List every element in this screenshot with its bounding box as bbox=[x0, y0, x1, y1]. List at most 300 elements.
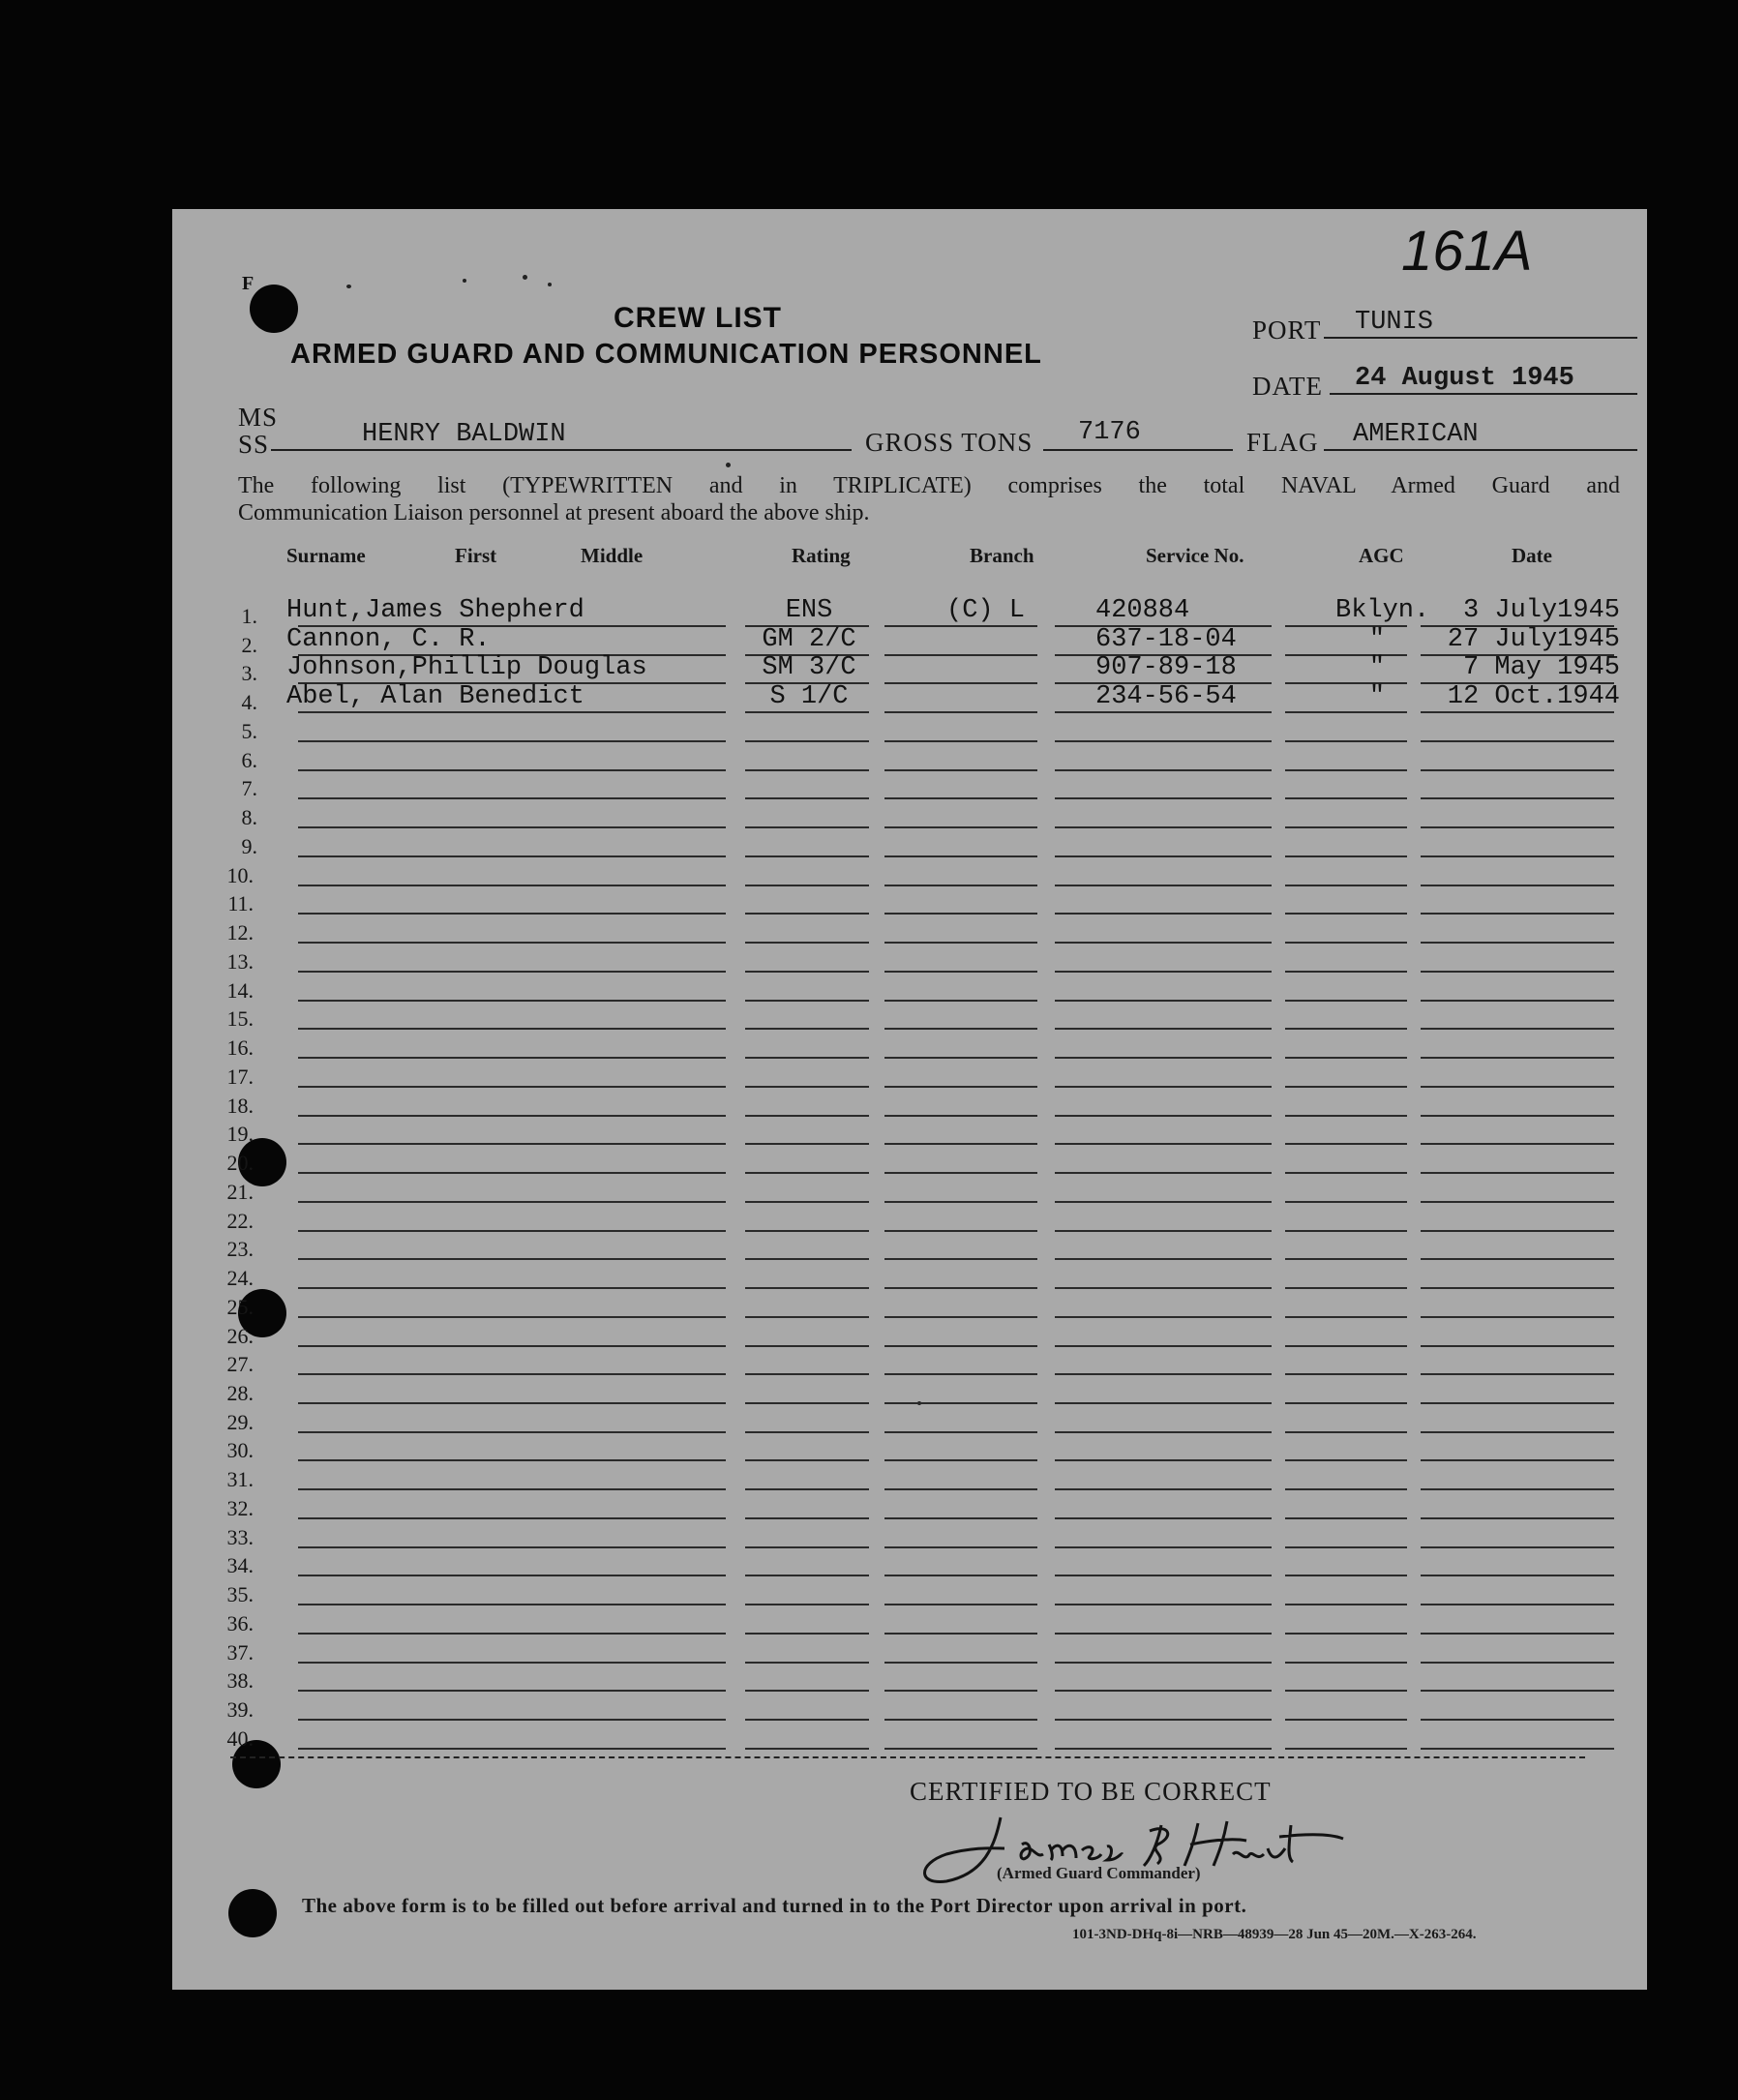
row-line bbox=[1285, 1517, 1407, 1519]
row-line bbox=[884, 1316, 1037, 1318]
row-number: 36. bbox=[226, 1610, 254, 1635]
row-line bbox=[1055, 942, 1272, 944]
row-line bbox=[1285, 1402, 1407, 1404]
row-number: 31. bbox=[226, 1467, 254, 1492]
row-line bbox=[298, 1057, 726, 1059]
row-line bbox=[1055, 1287, 1272, 1289]
row-line bbox=[745, 1258, 869, 1260]
footer-instruction: The above form is to be filled out before arrival and turned in to the Port Director upon arrival in port. bbox=[302, 1894, 1247, 1917]
row-line bbox=[1421, 1345, 1614, 1347]
row-number: 16. bbox=[226, 1035, 254, 1061]
crew-list-form bbox=[172, 209, 1647, 1990]
row-line bbox=[745, 711, 869, 713]
row-number: 9. bbox=[241, 833, 257, 858]
col-agc: AGC bbox=[1359, 544, 1404, 567]
row-line bbox=[745, 1230, 869, 1232]
row-line bbox=[298, 1086, 726, 1088]
row-line bbox=[884, 1662, 1037, 1664]
row-line bbox=[1285, 1488, 1407, 1490]
row-line bbox=[884, 1028, 1037, 1030]
col-rating: Rating bbox=[792, 544, 851, 567]
row-number: 33. bbox=[226, 1524, 254, 1549]
row-line bbox=[1055, 1633, 1272, 1635]
row-line bbox=[1421, 1201, 1614, 1203]
row-line bbox=[1285, 913, 1407, 915]
row-line bbox=[745, 1028, 869, 1030]
row-line bbox=[745, 1000, 869, 1002]
date-label: DATE bbox=[1252, 372, 1323, 401]
row-line bbox=[1055, 797, 1272, 799]
row-line bbox=[1055, 1373, 1272, 1375]
row-line bbox=[1421, 1459, 1614, 1461]
row-number: 2. bbox=[241, 632, 257, 657]
row-number: 37. bbox=[226, 1639, 254, 1665]
row-line bbox=[298, 826, 726, 828]
row-line bbox=[745, 1575, 869, 1576]
row-number: 26. bbox=[226, 1323, 254, 1348]
row-number: 25. bbox=[226, 1294, 254, 1319]
row-line bbox=[884, 1230, 1037, 1232]
row-line bbox=[1421, 885, 1614, 886]
row-line bbox=[298, 1719, 726, 1721]
row-line bbox=[1285, 1000, 1407, 1002]
row-line bbox=[1055, 1143, 1272, 1145]
row-line bbox=[1421, 1230, 1614, 1232]
row-line bbox=[298, 1316, 726, 1318]
row-line bbox=[884, 1719, 1037, 1721]
row-line bbox=[1055, 885, 1272, 886]
row-line bbox=[884, 1575, 1037, 1576]
row-line bbox=[1285, 855, 1407, 857]
row-line bbox=[884, 1086, 1037, 1088]
col-service-no: Service No. bbox=[1146, 544, 1244, 567]
row-line bbox=[745, 885, 869, 886]
row-line bbox=[298, 1028, 726, 1030]
row-line bbox=[1285, 1748, 1407, 1750]
row-line bbox=[884, 885, 1037, 886]
row-line bbox=[745, 1662, 869, 1664]
row-line bbox=[1055, 769, 1272, 771]
row-line bbox=[745, 1488, 869, 1490]
row-line bbox=[745, 740, 869, 742]
row-line bbox=[1055, 1719, 1272, 1721]
row-line bbox=[298, 1230, 726, 1232]
row-line bbox=[1285, 711, 1407, 713]
row-line bbox=[745, 1459, 869, 1461]
row-line bbox=[884, 1000, 1037, 1002]
gross-tons-value: 7176 bbox=[1078, 418, 1141, 447]
row-number: 3. bbox=[241, 661, 257, 686]
row-number: 8. bbox=[241, 805, 257, 830]
row-line bbox=[1421, 942, 1614, 944]
date-value: 24 August 1945 bbox=[1355, 364, 1574, 393]
entry-rating: SM 3/C bbox=[762, 653, 856, 683]
entry-date: 7 May 1945 bbox=[1462, 653, 1620, 683]
row-line bbox=[1421, 855, 1614, 857]
row-line bbox=[884, 1690, 1037, 1692]
row-line bbox=[1285, 1575, 1407, 1576]
row-line bbox=[1285, 971, 1407, 973]
row-number: 35. bbox=[226, 1582, 254, 1607]
row-line bbox=[1055, 740, 1272, 742]
row-line bbox=[1055, 1488, 1272, 1490]
row-line bbox=[298, 1546, 726, 1548]
signature bbox=[908, 1806, 1353, 1903]
row-number: 12. bbox=[226, 920, 254, 945]
row-line bbox=[298, 1258, 726, 1260]
row-line bbox=[884, 1115, 1037, 1117]
row-line bbox=[1055, 1316, 1272, 1318]
entry-service-no: 234-56-54 bbox=[1095, 682, 1237, 712]
row-line bbox=[884, 1546, 1037, 1548]
row-number: 27. bbox=[226, 1352, 254, 1377]
row-line bbox=[1285, 1345, 1407, 1347]
row-line bbox=[1055, 1028, 1272, 1030]
row-line bbox=[1055, 1604, 1272, 1605]
row-line bbox=[1421, 1057, 1614, 1059]
row-line bbox=[1055, 711, 1272, 713]
row-line bbox=[1285, 1230, 1407, 1232]
row-line bbox=[1421, 1517, 1614, 1519]
row-line bbox=[1421, 711, 1614, 713]
row-line bbox=[884, 654, 1037, 656]
row-line bbox=[884, 625, 1037, 627]
entry-rating: GM 2/C bbox=[762, 624, 856, 654]
row-number: 15. bbox=[226, 1006, 254, 1032]
row-line bbox=[745, 1633, 869, 1635]
row-line bbox=[1421, 1373, 1614, 1375]
row-number: 11. bbox=[227, 891, 254, 916]
row-number: 32. bbox=[226, 1495, 254, 1520]
row-line bbox=[745, 971, 869, 973]
row-line bbox=[1055, 1000, 1272, 1002]
flag-value: AMERICAN bbox=[1353, 420, 1479, 449]
row-line bbox=[1421, 1431, 1614, 1433]
entry-rating: S 1/C bbox=[769, 682, 849, 712]
row-line bbox=[298, 1662, 726, 1664]
row-line bbox=[1421, 1575, 1614, 1576]
row-line bbox=[745, 1086, 869, 1088]
row-line bbox=[745, 1748, 869, 1750]
row-line bbox=[745, 855, 869, 857]
row-line bbox=[1421, 1172, 1614, 1174]
form-number: 101-3ND-DHq-8i—NRB—48939—28 Jun 45—20M.—X-263-264. bbox=[1072, 1927, 1477, 1942]
row-number: 4. bbox=[241, 690, 257, 715]
row-number: 6. bbox=[241, 747, 257, 772]
entry-service-no: 637-18-04 bbox=[1095, 624, 1237, 654]
intro-text-continued: Communication Liaison personnel at present aboard the above ship. bbox=[238, 500, 870, 525]
entry-agc: " bbox=[1368, 653, 1386, 683]
row-line bbox=[1285, 1143, 1407, 1145]
row-line bbox=[1421, 1604, 1614, 1605]
row-line bbox=[1055, 1662, 1272, 1664]
row-line bbox=[1285, 1690, 1407, 1692]
row-line bbox=[298, 1143, 726, 1145]
row-line bbox=[1421, 1143, 1614, 1145]
row-line bbox=[1055, 1057, 1272, 1059]
form-mark: F bbox=[242, 273, 255, 294]
port-value: TUNIS bbox=[1355, 308, 1434, 337]
row-line bbox=[1285, 1258, 1407, 1260]
row-line bbox=[1285, 1172, 1407, 1174]
row-line bbox=[745, 769, 869, 771]
row-line bbox=[1285, 942, 1407, 944]
row-number: 29. bbox=[226, 1409, 254, 1434]
row-line bbox=[1421, 797, 1614, 799]
row-line bbox=[298, 1431, 726, 1433]
certified-text: CERTIFIED TO BE CORRECT bbox=[910, 1777, 1272, 1806]
row-line bbox=[298, 1488, 726, 1490]
row-line bbox=[1421, 740, 1614, 742]
row-line bbox=[298, 885, 726, 886]
row-line bbox=[298, 1690, 726, 1692]
row-line bbox=[1285, 1057, 1407, 1059]
row-line bbox=[884, 1604, 1037, 1605]
row-line bbox=[1421, 1748, 1614, 1750]
row-line bbox=[1055, 1459, 1272, 1461]
col-branch: Branch bbox=[970, 544, 1034, 567]
row-line bbox=[745, 1604, 869, 1605]
row-line bbox=[1055, 1201, 1272, 1203]
row-line bbox=[884, 1143, 1037, 1145]
row-line bbox=[1421, 1258, 1614, 1260]
row-line bbox=[1055, 1575, 1272, 1576]
row-line bbox=[884, 1402, 1037, 1404]
row-line bbox=[884, 1172, 1037, 1174]
row-line bbox=[745, 913, 869, 915]
row-line bbox=[745, 1115, 869, 1117]
row-line bbox=[884, 1488, 1037, 1490]
row-line bbox=[1285, 769, 1407, 771]
row-line bbox=[1285, 1546, 1407, 1548]
form-title: CREW LIST bbox=[614, 302, 782, 334]
row-number: 22. bbox=[226, 1208, 254, 1233]
row-line bbox=[884, 1201, 1037, 1203]
row-line bbox=[1285, 1633, 1407, 1635]
row-line bbox=[298, 1373, 726, 1375]
row-line bbox=[1421, 1546, 1614, 1548]
row-line bbox=[298, 1748, 726, 1750]
row-line bbox=[745, 1143, 869, 1145]
row-number: 1. bbox=[241, 604, 257, 628]
entry-name: Johnson,Phillip Douglas bbox=[286, 653, 647, 683]
row-line bbox=[745, 826, 869, 828]
row-line bbox=[298, 971, 726, 973]
row-line bbox=[884, 1459, 1037, 1461]
row-line bbox=[884, 826, 1037, 828]
row-line bbox=[745, 1057, 869, 1059]
entry-agc: " bbox=[1368, 624, 1386, 654]
row-number: 40. bbox=[226, 1725, 254, 1751]
row-line bbox=[1421, 1316, 1614, 1318]
row-number: 13. bbox=[226, 948, 254, 974]
port-label: PORT bbox=[1252, 315, 1322, 345]
row-line bbox=[1285, 1662, 1407, 1664]
row-line bbox=[298, 1459, 726, 1461]
tear-line bbox=[230, 1756, 1585, 1758]
row-number: 39. bbox=[226, 1697, 254, 1723]
row-number: 24. bbox=[226, 1266, 254, 1291]
row-line bbox=[745, 1690, 869, 1692]
row-line bbox=[298, 1201, 726, 1203]
row-line bbox=[1285, 1028, 1407, 1030]
ship-name: HENRY BALDWIN bbox=[362, 420, 566, 449]
row-line bbox=[298, 769, 726, 771]
row-line bbox=[1421, 913, 1614, 915]
row-line bbox=[298, 1402, 726, 1404]
row-line bbox=[1055, 1345, 1272, 1347]
row-line bbox=[1285, 797, 1407, 799]
row-line bbox=[1421, 1633, 1614, 1635]
row-line bbox=[1285, 740, 1407, 742]
row-line bbox=[884, 1431, 1037, 1433]
row-line bbox=[1055, 1115, 1272, 1117]
entry-service-no: 420884 bbox=[1095, 596, 1190, 625]
row-line bbox=[298, 1575, 726, 1576]
row-line bbox=[884, 942, 1037, 944]
row-line bbox=[1421, 1086, 1614, 1088]
col-middle: Middle bbox=[581, 544, 644, 567]
row-line bbox=[1421, 769, 1614, 771]
row-line bbox=[884, 1633, 1037, 1635]
row-line bbox=[1055, 855, 1272, 857]
row-line bbox=[884, 711, 1037, 713]
row-line bbox=[1285, 1115, 1407, 1117]
row-line bbox=[1285, 1086, 1407, 1088]
row-line bbox=[1055, 1230, 1272, 1232]
row-line bbox=[1055, 1402, 1272, 1404]
ms-label: MS bbox=[238, 403, 279, 432]
entry-service-no: 907-89-18 bbox=[1095, 653, 1237, 683]
row-line bbox=[745, 942, 869, 944]
row-line bbox=[298, 855, 726, 857]
row-line bbox=[1421, 1000, 1614, 1002]
row-line bbox=[1285, 1604, 1407, 1605]
row-number: 7. bbox=[241, 776, 257, 801]
entry-name: Cannon, C. R. bbox=[286, 624, 491, 654]
row-line bbox=[745, 1402, 869, 1404]
row-number: 14. bbox=[226, 977, 254, 1003]
row-line bbox=[298, 711, 726, 713]
col-surname: Surname bbox=[286, 544, 366, 567]
entry-name: Hunt,James Shepherd bbox=[286, 596, 584, 625]
form-subtitle: ARMED GUARD AND COMMUNICATION PERSONNEL bbox=[290, 339, 1042, 370]
row-line bbox=[884, 1373, 1037, 1375]
entry-branch: (C) L bbox=[946, 596, 1026, 625]
entry-rating: ENS bbox=[785, 596, 833, 625]
row-number: 17. bbox=[226, 1064, 254, 1089]
row-line bbox=[884, 855, 1037, 857]
row-line bbox=[884, 971, 1037, 973]
row-line bbox=[884, 1517, 1037, 1519]
entry-date: 27 July1945 bbox=[1447, 624, 1620, 654]
row-line bbox=[1285, 885, 1407, 886]
gross-tons-label: GROSS TONS bbox=[865, 428, 1034, 457]
row-number: 20. bbox=[226, 1151, 254, 1176]
row-line bbox=[298, 942, 726, 944]
row-number: 30. bbox=[226, 1438, 254, 1463]
row-line bbox=[884, 1748, 1037, 1750]
row-line bbox=[298, 1633, 726, 1635]
row-line bbox=[745, 1431, 869, 1433]
row-line bbox=[1285, 1719, 1407, 1721]
col-date: Date bbox=[1512, 544, 1552, 567]
row-line bbox=[1285, 1431, 1407, 1433]
row-line bbox=[884, 1345, 1037, 1347]
row-line bbox=[884, 1287, 1037, 1289]
row-line bbox=[745, 1546, 869, 1548]
row-line bbox=[884, 740, 1037, 742]
entry-agc: " bbox=[1368, 682, 1386, 712]
flag-label: FLAG bbox=[1246, 428, 1319, 457]
row-line bbox=[884, 1258, 1037, 1260]
signer-title: (Armed Guard Commander) bbox=[997, 1864, 1201, 1882]
row-number: 34. bbox=[226, 1553, 254, 1578]
row-line bbox=[1421, 1028, 1614, 1030]
row-line bbox=[745, 1287, 869, 1289]
row-line bbox=[1055, 1517, 1272, 1519]
row-line bbox=[884, 913, 1037, 915]
punch-hole bbox=[250, 285, 298, 333]
row-line bbox=[298, 1115, 726, 1117]
row-line bbox=[1285, 826, 1407, 828]
entry-agc: Bklyn. bbox=[1335, 596, 1430, 625]
row-line bbox=[1285, 1316, 1407, 1318]
row-line bbox=[298, 1287, 726, 1289]
row-line bbox=[1055, 1546, 1272, 1548]
row-line bbox=[745, 1345, 869, 1347]
row-line bbox=[1055, 826, 1272, 828]
row-line bbox=[1285, 1201, 1407, 1203]
file-number: 161A bbox=[1401, 220, 1533, 283]
row-number: 5. bbox=[241, 718, 257, 743]
row-line bbox=[298, 1345, 726, 1347]
row-line bbox=[298, 797, 726, 799]
row-line bbox=[298, 1000, 726, 1002]
row-number: 38. bbox=[226, 1668, 254, 1694]
punch-hole bbox=[228, 1889, 277, 1937]
row-line bbox=[1285, 1373, 1407, 1375]
row-line bbox=[884, 682, 1037, 684]
row-line bbox=[1421, 1115, 1614, 1117]
entry-date: 12 Oct.1944 bbox=[1447, 682, 1620, 712]
row-line bbox=[1285, 1459, 1407, 1461]
entry-date: 3 July1945 bbox=[1462, 596, 1620, 625]
row-line bbox=[745, 797, 869, 799]
row-line bbox=[298, 740, 726, 742]
row-number: 18. bbox=[226, 1093, 254, 1118]
row-line bbox=[1421, 1287, 1614, 1289]
row-number: 21. bbox=[226, 1179, 254, 1204]
row-line bbox=[1055, 1172, 1272, 1174]
row-number: 28. bbox=[226, 1380, 254, 1405]
row-line bbox=[1421, 1719, 1614, 1721]
row-line bbox=[298, 1604, 726, 1605]
row-line bbox=[884, 797, 1037, 799]
row-line bbox=[1421, 826, 1614, 828]
row-line bbox=[1421, 1402, 1614, 1404]
row-number: 23. bbox=[226, 1237, 254, 1262]
row-number: 19. bbox=[226, 1122, 254, 1147]
row-line bbox=[884, 769, 1037, 771]
ss-label: SS bbox=[238, 430, 270, 459]
row-line bbox=[298, 1517, 726, 1519]
row-line bbox=[745, 1719, 869, 1721]
row-line bbox=[1055, 1748, 1272, 1750]
entry-name: Abel, Alan Benedict bbox=[286, 682, 584, 712]
row-line bbox=[1055, 971, 1272, 973]
row-line bbox=[1055, 913, 1272, 915]
